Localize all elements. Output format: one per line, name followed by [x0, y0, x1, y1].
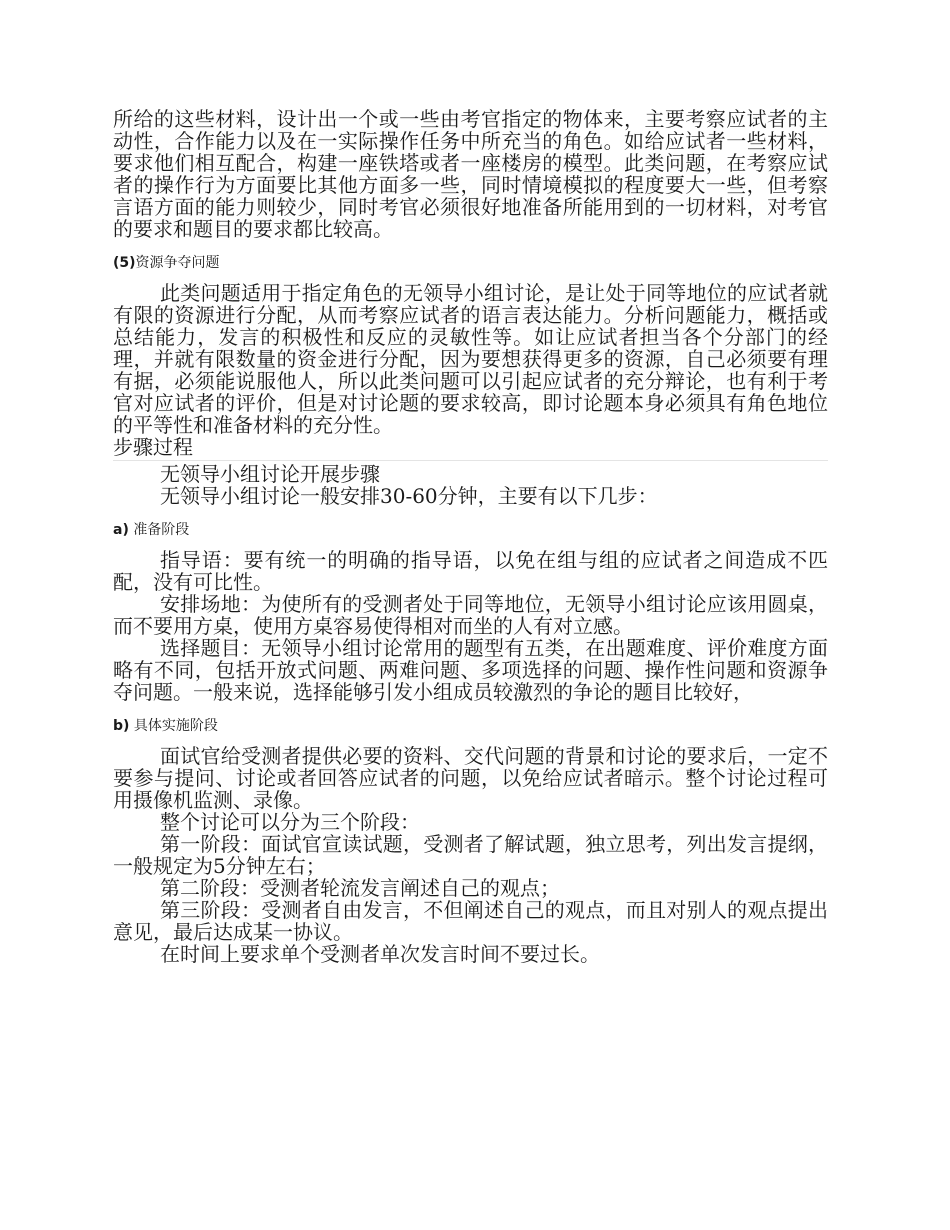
- stage-b-title: 具体实施阶段: [133, 718, 218, 734]
- section-5-body: 此类问题适用于指定角色的无领导小组讨论，是让处于同等地位的应试者就有限的资源进行分配，从而考察应试者的语言表达能力。分析问题能力，概括或总结能力，发言的积极性和反应的灵敏性等。如让应试者担当各个分部门的经理，并就有限数量的资金进行分配，因为要想获得更多的资源，自己必须要有理有据，必须能说服他人，所以此类问题可以引起应试者的充分辩论，也有利于考官对应试者的评价，但是对讨论题的要求较高，即讨论题本身必须具有角色地位的平等性和准备材料的充分性。: [113, 281, 828, 437]
- section-5-number: (5): [113, 255, 136, 271]
- stage-b-number: b): [113, 718, 130, 734]
- stage-b-paragraph: 整个讨论可以分为三个阶段：: [160, 810, 420, 834]
- stage-b-paragraph: 面试官给受测者提供必要的资料、交代问题的背景和讨论的要求后，一定不要参与提问、讨论或者回答应试者的问题，以免给应试者暗示。整个讨论过程可用摄像机监测、录像。: [113, 744, 828, 812]
- steps-line: 无领导小组讨论开展步骤: [160, 462, 380, 486]
- steps-line: 无领导小组讨论一般安排30-60分钟，主要有以下几步：: [160, 484, 658, 508]
- section-5-title: 资源争夺问题: [135, 255, 220, 271]
- stage-b-paragraph: 第二阶段：受测者轮流发言阐述自己的观点；: [160, 876, 560, 900]
- stage-a-paragraph: 安排场地：为使所有的受测者处于同等地位，无领导小组讨论应该用圆桌，而不要用方桌，使用方桌容易使得相对而坐的人有对立感。: [113, 592, 828, 638]
- stage-a-heading: [113, 521, 828, 539]
- section-5-heading: [113, 254, 828, 272]
- stage-a-title: 准备阶段: [133, 522, 190, 538]
- stage-a-paragraph: 指导语：要有统一的明确的指导语，以免在组与组的应试者之间造成不匹配，没有可比性。: [113, 548, 828, 594]
- stage-a-number: a): [113, 522, 129, 538]
- stage-b-paragraph: 第一阶段：面试官宣读试题，受测者了解试题，独立思考，列出发言提纲，一般规定为5分钟左右；: [113, 832, 828, 878]
- stage-b-paragraph: 第三阶段：受测者自由发言，不但阐述自己的观点，而且对别人的观点提出意见，最后达成某一协议。: [113, 898, 828, 944]
- steps-heading: 步骤过程: [113, 435, 193, 459]
- intro-paragraph: 所给的这些材料，设计出一个或一些由考官指定的物体来，主要考察应试者的主动性，合作能力以及在一实际操作任务中所充当的角色。如给应试者一些材料，要求他们相互配合，构建一座铁塔或者一座楼房的模型。此类问题，在考察应试者的操作行为方面要比其他方面多一些，同时情境模拟的程度要大一些，但考察言语方面的能力则较少，同时考官必须很好地准备所能用到的一切材料，对考官的要求和题目的要求都比较高。: [113, 107, 828, 241]
- divider-line: [113, 460, 828, 461]
- stage-a-paragraph: 选择题目：无领导小组讨论常用的题型有五类，在出题难度、评价难度方面略有不同，包括开放式问题、两难问题、多项选择的问题、操作性问题和资源争夺问题。一般来说，选择能够引发小组成员较激烈的争论的题目比较好，: [113, 636, 828, 704]
- stage-b-paragraph: 在时间上要求单个受测者单次发言时间不要过长。: [160, 942, 600, 966]
- stage-b-heading: [113, 717, 828, 735]
- document-page: [113, 108, 828, 965]
